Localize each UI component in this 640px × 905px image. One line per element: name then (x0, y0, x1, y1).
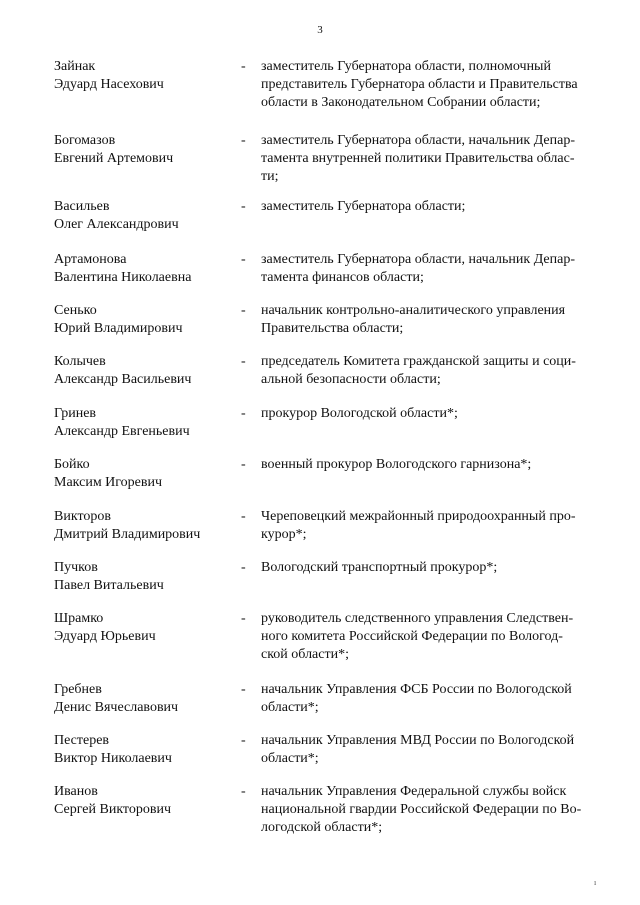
given-names: Сергей Викторович (54, 802, 172, 817)
given-names: Юрий Владимирович (54, 321, 183, 336)
surname: Пучков (54, 560, 98, 575)
position-line: начальник Управления Федеральной службы войск (261, 784, 567, 799)
person-name (54, 251, 234, 287)
position-title (261, 198, 611, 216)
separator-dash: - (241, 133, 246, 148)
given-names: Валентина Николаевна (54, 270, 192, 285)
position-title (261, 132, 611, 186)
given-names: Виктор Николаевич (54, 751, 172, 766)
given-names: Александр Евгеньевич (54, 424, 190, 439)
position-line: логодской области*; (261, 820, 383, 835)
given-names: Евгений Артемович (54, 151, 174, 166)
person-name (54, 302, 234, 338)
separator-dash: - (241, 354, 246, 369)
surname: Васильев (54, 199, 110, 214)
position-line: ской области*; (261, 647, 349, 662)
surname: Сенько (54, 303, 97, 318)
surname: Бойко (54, 457, 90, 472)
surname: Зайнак (54, 59, 96, 74)
given-names: Дмитрий Владимирович (54, 527, 201, 542)
position-line: начальник Управления ФСБ России по Вологодской (261, 682, 572, 697)
position-line: тамента внутренней политики Правительства облас- (261, 151, 575, 166)
person-name (54, 405, 234, 441)
position-line: области*; (261, 751, 319, 766)
position-line: ного комитета Российской Федерации по Вологод- (261, 629, 563, 644)
surname: Пестерев (54, 733, 110, 748)
position-line: прокурор Вологодской области*; (261, 406, 458, 421)
given-names: Александр Васильевич (54, 372, 192, 387)
person-name (54, 198, 234, 234)
surname: Викторов (54, 509, 111, 524)
separator-dash: - (241, 252, 246, 267)
position-line: тамента финансов области; (261, 270, 424, 285)
position-line: области в Законодательном Собрании области; (261, 95, 541, 110)
person-name (54, 783, 234, 819)
position-title (261, 783, 611, 837)
given-names: Павел Витальевич (54, 578, 164, 593)
position-line: Череповецкий межрайонный природоохранный про- (261, 509, 576, 524)
position-title (261, 681, 611, 717)
separator-dash: - (241, 303, 246, 318)
position-line: ти; (261, 169, 279, 184)
person-name (54, 353, 234, 389)
position-line: курор*; (261, 527, 307, 542)
person-name (54, 559, 234, 595)
position-line: национальной гвардии Российской Федерации по Во- (261, 802, 582, 817)
position-line: заместитель Губернатора области, начальник Депар- (261, 133, 575, 148)
surname: Колычев (54, 354, 106, 369)
page-number: 3 (317, 24, 323, 36)
position-line: председатель Комитета гражданской защиты и соци- (261, 354, 576, 369)
separator-dash: - (241, 733, 246, 748)
separator-dash: - (241, 560, 246, 575)
position-line: военный прокурор Вологодского гарнизона*; (261, 457, 532, 472)
person-name (54, 681, 234, 717)
person-name (54, 58, 234, 94)
given-names: Денис Вячеславович (54, 700, 179, 715)
position-line: начальник Управления МВД России по Вологодской (261, 733, 575, 748)
surname: Шрамко (54, 611, 104, 626)
corner-mark: ı (594, 878, 597, 887)
position-line: альной безопасности области; (261, 372, 441, 387)
surname: Иванов (54, 784, 98, 799)
surname: Артамонова (54, 252, 127, 267)
position-title (261, 251, 611, 287)
given-names: Олег Александрович (54, 217, 179, 232)
position-line: руководитель следственного управления Следствен- (261, 611, 574, 626)
surname: Гринев (54, 406, 97, 421)
person-name (54, 456, 234, 492)
given-names: Максим Игоревич (54, 475, 163, 490)
separator-dash: - (241, 199, 246, 214)
given-names: Эдуард Юрьевич (54, 629, 156, 644)
given-names: Эдуард Насехович (54, 77, 164, 92)
separator-dash: - (241, 457, 246, 472)
surname: Богомазов (54, 133, 116, 148)
position-title (261, 610, 611, 664)
person-name (54, 508, 234, 544)
position-title (261, 58, 611, 112)
position-title (261, 456, 611, 474)
surname: Гребнев (54, 682, 102, 697)
person-name (54, 732, 234, 768)
separator-dash: - (241, 406, 246, 421)
position-line: представитель Губернатора области и Правительства (261, 77, 578, 92)
position-line: заместитель Губернатора области; (261, 199, 466, 214)
separator-dash: - (241, 611, 246, 626)
separator-dash: - (241, 509, 246, 524)
person-name (54, 132, 234, 168)
separator-dash: - (241, 682, 246, 697)
position-line: Вологодский транспортный прокурор*; (261, 560, 498, 575)
position-line: области*; (261, 700, 319, 715)
position-title (261, 508, 611, 544)
position-line: Правительства области; (261, 321, 404, 336)
position-title (261, 732, 611, 768)
position-title (261, 353, 611, 389)
position-title (261, 559, 611, 577)
position-line: начальник контрольно-аналитического управления (261, 303, 566, 318)
position-line: заместитель Губернатора области, начальник Депар- (261, 252, 575, 267)
separator-dash: - (241, 784, 246, 799)
position-title (261, 302, 611, 338)
separator-dash: - (241, 59, 246, 74)
position-title (261, 405, 611, 423)
person-name (54, 610, 234, 646)
position-line: заместитель Губернатора области, полномочный (261, 59, 551, 74)
